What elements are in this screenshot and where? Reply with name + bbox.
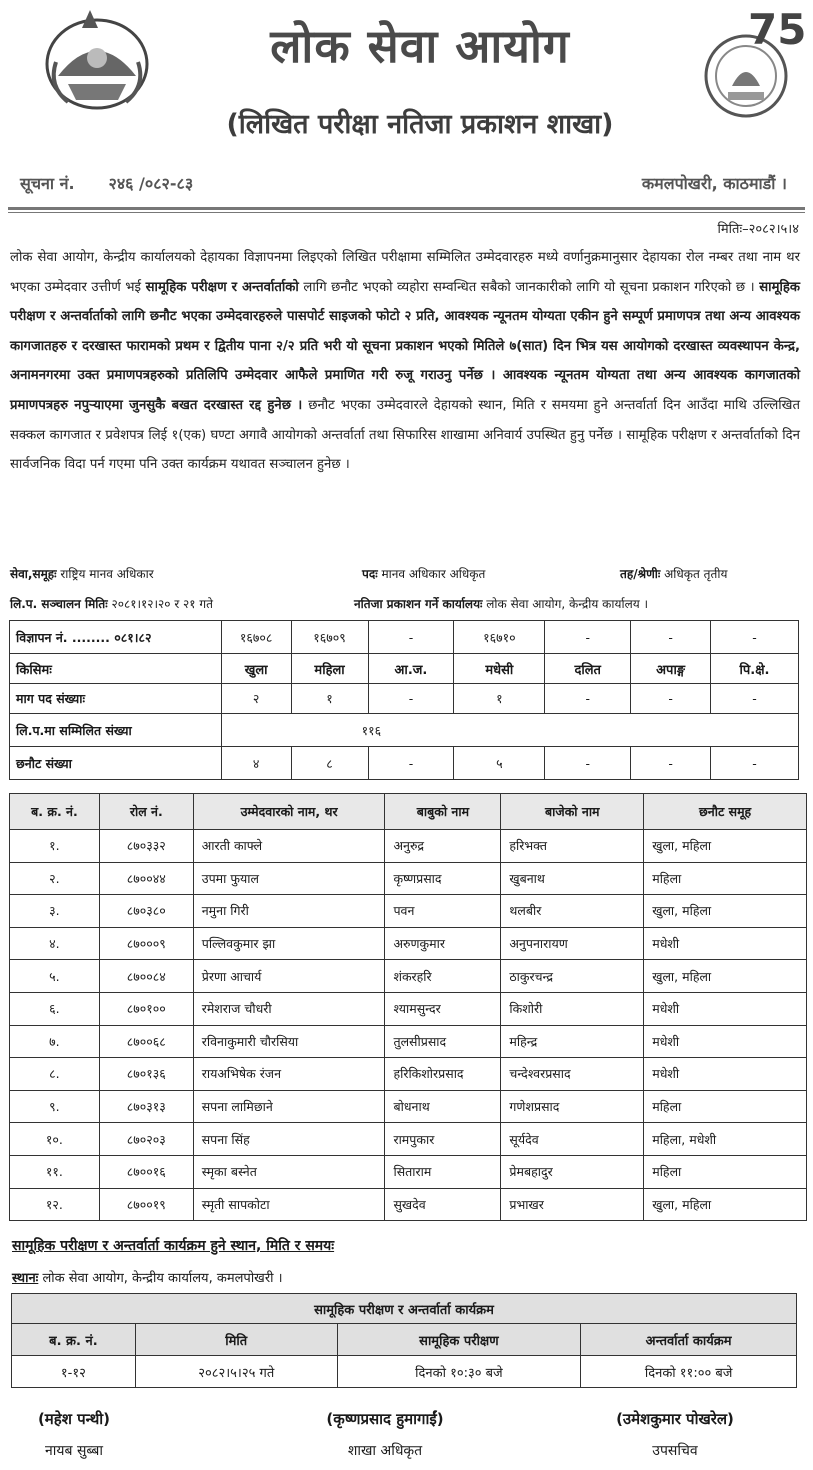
cell-selected-group: मधेशी [644, 1058, 807, 1091]
cell-roll-number: ८७०३८० [99, 895, 193, 928]
cell-serial: ९. [10, 1090, 100, 1123]
table-row [10, 1188, 807, 1221]
col-roll: रोल नं. [99, 794, 193, 830]
signatory-name: (कृष्णप्रसाद हुमागाईं) [326, 1410, 444, 1428]
nepal-emblem-icon [38, 6, 156, 114]
signatory-name: (उमेशकुमार पोखरेल) [616, 1410, 734, 1428]
signatory-designation: उपसचिव [652, 1443, 698, 1459]
cell-roll-number: ८७०३३२ [99, 830, 193, 863]
schedule-heading: सामूहिक परीक्षण र अन्तर्वार्ता कार्यक्रम हुने स्थान, मिति र समयः [12, 1238, 335, 1254]
office-location: कमलपोखरी, काठमाडौं । [641, 174, 787, 193]
cell-selected-group: खुला, महिला [644, 1188, 807, 1221]
cell-grandfather-name: महिन्द्र [501, 1025, 644, 1058]
cell-serial: १. [10, 830, 100, 863]
table-row [10, 1155, 807, 1188]
adv-number-row: विज्ञापन नं. ........ ०८१।८२ १६७०८ १६७०९ - १६७१० - - - [10, 621, 799, 654]
cell-father-name: तुलसीप्रसाद [385, 1025, 501, 1058]
table-row [10, 992, 807, 1025]
cell-selected-group: महिला [644, 1155, 807, 1188]
venue-line: स्थानः लोक सेवा आयोग, केन्द्रीय कार्यालय, कमलपोखरी । [12, 1271, 283, 1286]
col-father: बाबुको नाम [385, 794, 501, 830]
signature-block [565, 1409, 785, 1460]
notice-date: मितिः–२०८२।५।४ [717, 222, 799, 237]
col-grandfather: बाजेको नाम [501, 794, 644, 830]
cell-roll-number: ८७००८४ [99, 960, 193, 993]
cell-serial: ५. [10, 960, 100, 993]
cell-father-name: शंकरहरि [385, 960, 501, 993]
signature-block [0, 1409, 184, 1460]
participants-row: लि.प.मा सम्मिलित संख्या ११६ [10, 714, 799, 747]
demand-row: माग पद संख्याः २ १ - १ - - - [10, 684, 799, 714]
page-header [0, 0, 813, 210]
cell-father-name: पवन [385, 895, 501, 928]
cell-father-name: अनुरुद्र [385, 830, 501, 863]
table-row [10, 1090, 807, 1123]
notice-body: लोक सेवा आयोग, केन्द्रीय कार्यालयको देहायका विज्ञापनमा लिइएको लिखित परीक्षामा सम्मिलित उम्मेदवारहरु मध्ये वर्णानुक्रमानुसार देहायका रोल नम्बर तथा नाम थर भएका उम्मेदवार उत्तीर्ण भई सामूहिक परीक्षण र अन्तर्वार्ताको लागि छनौट भएको व्यहोरा सम्वन्धित सबैको जानकारीको लागि यो सूचना प्रकाशन गरिएको छ । सामूहिक परीक्षण र अन्तर्वार्ताको लागि छनौट भएका उम्मेदवारहरुले पासपोर्ट साइजको फोटो २ प्रति, आवश्यक न्यूनतम योग्यता एकीन हुने सम्पूर्ण प्रमाणपत्र तथा अन्य आवश्यक कागजातहरु र दरखास्त फारामको प्रथम र द्वितीय पाना २/२ प्रति भरी यो सूचना प्रकाशन भएको मितिले ७(सात) दिन भित्र यस आयोगको दरखास्त व्यवस्थापन केन्द्र, अनामनगरमा उक्त प्रमाणपत्रहरुको प्रतिलिपि उम्मेदवार आफैले प्रमाणित गरी रुजू गराउनु पर्नेछ । आवश्यक न्यूनतम योग्यता तथा अन्य आवश्यक कागजातको प्रमाणपत्रहरु नपुऱ्याएमा जुनसुकै बखत दरखास्त रद्द हुनेछ । छनौट भएका उम्मेदवारले देहायको स्थान, मिति र समयमा हुने अन्तर्वार्ता दिन आउँदा माथि उल्लिखित सक्कल कागजात र प्रवेशपत्र लिई १(एक) घण्टा अगावै आयोगको अन्तर्वार्ता तथा सिफारिस शाखामा अनिवार्य उपस्थित हुनु पर्नेछ । सामूहिक परीक्षण र अन्तर्वार्ताको दिन सार्वजनिक विदा पर्न गएमा पनि उक्त कार्यक्रम यथावत सञ्चालन हुनेछ । [10, 250, 800, 473]
cell-candidate-name: पल्लिवकुमार झा [193, 927, 385, 960]
cell-father-name: श्यामसुन्दर [385, 992, 501, 1025]
cell-father-name: अरुणकुमार [385, 927, 501, 960]
table-row [10, 830, 807, 863]
header-divider [8, 207, 805, 210]
table-row [10, 862, 807, 895]
cell-grandfather-name: सूर्यदेव [501, 1123, 644, 1156]
cell-candidate-name: प्रेरणा आचार्य [193, 960, 385, 993]
cell-roll-number: ८७०३१३ [99, 1090, 193, 1123]
cell-grandfather-name: प्रेमबहादुर [501, 1155, 644, 1188]
category-row: किसिमः खुला महिला आ.ज. मधेसी दलित अपाङ्ग पि.क्षे. [10, 654, 799, 684]
cell-selected-group: मधेशी [644, 1025, 807, 1058]
cell-selected-group: खुला, महिला [644, 830, 807, 863]
cell-selected-group: खुला, महिला [644, 960, 807, 993]
signatory-name: (महेश पन्थी) [37, 1410, 111, 1428]
cell-roll-number: ८७०१३६ [99, 1058, 193, 1091]
schedule-row: १-१२ २०८२।५।२५ गते दिनको १०:३० बजे दिनको ११:०० बजे [12, 1356, 797, 1388]
cell-candidate-name: रायअभिषेक रंजन [193, 1058, 385, 1091]
cell-serial: ७. [10, 1025, 100, 1058]
cell-grandfather-name: ठाकुरचन्द्र [501, 960, 644, 993]
cell-serial: १२. [10, 1188, 100, 1221]
cell-father-name: कृष्णप्रसाद [385, 862, 501, 895]
cell-grandfather-name: अनुपनारायण [501, 927, 644, 960]
cell-candidate-name: सपना लामिछाने [193, 1090, 385, 1123]
cell-selected-group: महिला [644, 862, 807, 895]
schedule-header-row: ब. क्र. नं. मिति सामूहिक परीक्षण अन्तर्वार्ता कार्यक्रम [12, 1324, 797, 1356]
cell-serial: ६. [10, 992, 100, 1025]
schedule-table [11, 1293, 797, 1388]
cell-candidate-name: नमुना गिरी [193, 895, 385, 928]
header-divider-thin [8, 212, 805, 213]
cell-grandfather-name: हरिभक्त [501, 830, 644, 863]
anniversary-number: 75 [748, 5, 807, 54]
cell-grandfather-name: थलबीर [501, 895, 644, 928]
cell-grandfather-name: गणेशप्रसाद [501, 1090, 644, 1123]
cell-candidate-name: आरती काफ्ले [193, 830, 385, 863]
cell-selected-group: महिला [644, 1090, 807, 1123]
table-row [10, 1025, 807, 1058]
cell-grandfather-name: किशोरी [501, 992, 644, 1025]
cell-father-name: बोधनाथ [385, 1090, 501, 1123]
table-row [10, 895, 807, 928]
cell-selected-group: मधेशी [644, 992, 807, 1025]
candidates-table [9, 793, 807, 1221]
cell-serial: १०. [10, 1123, 100, 1156]
cell-candidate-name: स्मृका बस्नेत [193, 1155, 385, 1188]
cell-father-name: हरिकिशोरप्रसाद [385, 1058, 501, 1091]
signatory-designation: शाखा अधिकृत [347, 1443, 423, 1459]
cell-candidate-name: रविनाकुमारी चौरसिया [193, 1025, 385, 1058]
cell-roll-number: ८७०२०३ [99, 1123, 193, 1156]
cell-father-name: सिताराम [385, 1155, 501, 1188]
organization-title: लोक सेवा आयोग [270, 19, 570, 73]
cell-roll-number: ८७००६८ [99, 1025, 193, 1058]
cell-grandfather-name: प्रभाखर [501, 1188, 644, 1221]
col-group: छनौट समूह [644, 794, 807, 830]
anniversary-logo-icon [688, 5, 807, 126]
schedule-title-row: सामूहिक परीक्षण र अन्तर्वार्ता कार्यक्रम [12, 1294, 797, 1324]
cell-roll-number: ८७००१६ [99, 1155, 193, 1188]
cell-selected-group: खुला, महिला [644, 895, 807, 928]
cell-roll-number: ८७०१०० [99, 992, 193, 1025]
cell-candidate-name: उपमा फुयाल [193, 862, 385, 895]
cell-serial: ३. [10, 895, 100, 928]
cell-grandfather-name: खुबनाथ [501, 862, 644, 895]
cell-serial: २. [10, 862, 100, 895]
branch-title: (लिखित परीक्षा नतिजा प्रकाशन शाखा) [226, 109, 614, 140]
advertisement-table [9, 620, 799, 780]
notice-number: सूचना नं. २४६ /०८२-८३ [20, 174, 194, 193]
cell-serial: ४. [10, 927, 100, 960]
col-name: उम्मेदवारको नाम, थर [193, 794, 385, 830]
cell-candidate-name: सपना सिंह [193, 1123, 385, 1156]
cell-grandfather-name: चन्देश्वरप्रसाद [501, 1058, 644, 1091]
cell-serial: ८. [10, 1058, 100, 1091]
table-row [10, 960, 807, 993]
cell-serial: ११. [10, 1155, 100, 1188]
cell-candidate-name: स्मृती सापकोटा [193, 1188, 385, 1221]
cell-candidate-name: रमेशराज चौधरी [193, 992, 385, 1025]
cell-roll-number: ८७००४४ [99, 862, 193, 895]
table-row [10, 1123, 807, 1156]
signature-block [275, 1409, 495, 1460]
selected-row: छनौट संख्या ४ ८ - ५ - - - [10, 747, 799, 780]
cell-roll-number: ८७०००९ [99, 927, 193, 960]
candidates-header-row [10, 794, 807, 830]
cell-father-name: रामपुकार [385, 1123, 501, 1156]
col-serial: ब. क्र. नं. [10, 794, 100, 830]
table-row [10, 1058, 807, 1091]
table-row [10, 927, 807, 960]
cell-selected-group: महिला, मधेशी [644, 1123, 807, 1156]
cell-roll-number: ८७००१९ [99, 1188, 193, 1221]
cell-selected-group: मधेशी [644, 927, 807, 960]
signatory-designation: नायब सुब्बा [45, 1443, 103, 1459]
cell-father-name: सुखदेव [385, 1188, 501, 1221]
